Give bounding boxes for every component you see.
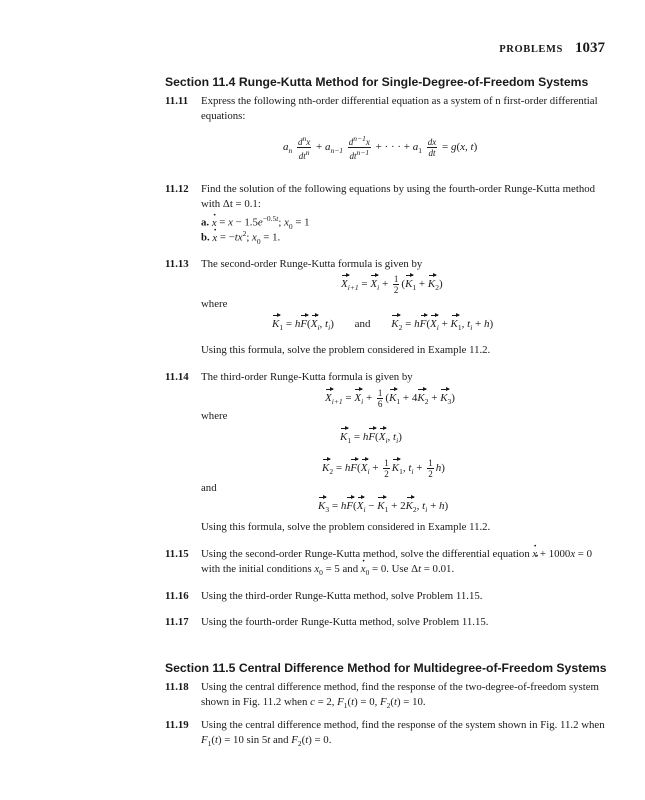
- equation-k1-k2: $K_1 = hF(X_i$, $t_i$) and $K_2 = hF(X_i + K_1$, $t_i + h$): [272, 318, 494, 333]
- where-label: where: [201, 410, 228, 422]
- problem-text: The second-order Runge-Kutta formula is given by: [201, 258, 423, 270]
- problem-number: 11.15: [165, 548, 189, 560]
- problem-number: 11.13: [165, 258, 189, 270]
- part-label: a.: [201, 216, 210, 229]
- problem-number: 11.11: [165, 95, 189, 107]
- running-head: [499, 40, 605, 57]
- problem-text: Using the third-order Runge-Kutta method, solve Problem 11.15.: [201, 590, 483, 602]
- problem-11-18: [165, 680, 605, 713]
- problem-text-part-1: Using the second-order Runge-Kutta method, solve the differential equation: [201, 548, 530, 560]
- equation-rk2: $X_{i+1} = X_i$ + $\frac{1}{2}$ $(K_1 + K_2)$: [341, 274, 443, 295]
- equation-k3: $K_3 = hF(X_i - K_1 + 2K_2$, $t_i + h$): [318, 500, 449, 515]
- problem-number: 11.19: [165, 719, 189, 731]
- problem-number: 11.16: [165, 590, 189, 602]
- using-text: Using this formula, solve the problem considered in Example 11.2.: [201, 344, 491, 356]
- problem-11-19: [165, 718, 605, 751]
- where-label: where: [201, 298, 228, 310]
- section-title: Section 11.4 Runge-Kutta Method for Single-Degree-of-Freedom Systems: [165, 75, 589, 89]
- problem-text: Express the following nth-order differential equation as a system of n first-order differential equations:: [201, 95, 598, 122]
- problem-number: 11.18: [165, 681, 189, 693]
- problem-11-16: [165, 589, 605, 604]
- problem-text: Using the central difference method, find the response of the two-degree-of-freedom system shown in Fig. 11.2 when c = 2, $F_1(t) = 0$, $F_2(t) = 10$.: [201, 681, 599, 711]
- problem-11-13: [165, 257, 605, 272]
- problem-number: 11.17: [165, 616, 189, 628]
- running-head-label: PROBLEMS: [499, 44, 563, 55]
- problem-11-12: [165, 182, 605, 212]
- problem-text-part: Using the central difference method, find the response of the two-degree-of-freedom system shown in Fig. 11.2 when: [201, 681, 599, 708]
- equation-k2: $K_2 = hF(X_i$ + $\frac{1}{2}$ $K_1$, $t_i$ + $\frac{1}{2}$ h): [322, 458, 445, 479]
- part-label: b.: [201, 231, 210, 244]
- equation-rk3: $X_{i+1} = X_i$ + $\frac{1}{6}$ $(K_1 + 4K_2 + K_3)$: [325, 388, 455, 409]
- problem-number: 11.14: [165, 371, 189, 383]
- problem-text: The third-order Runge-Kutta formula is given by: [201, 371, 413, 383]
- part-b: b. x · = $-tx^2$; $x_0 = 1$.: [201, 229, 280, 246]
- problem-text: Using the fourth-order Runge-Kutta method, solve Problem 11.15.: [201, 616, 489, 628]
- using-text: Using this formula, solve the problem considered in Example 11.2.: [201, 521, 491, 533]
- problem-text-part: Using the central difference method, find the response of the system shown in Fig. 11.2 when: [201, 719, 605, 731]
- equation-k1: $K_1 = hF(X_i$, $t_i$): [340, 431, 402, 446]
- problem-text-part-2: with the initial conditions: [201, 563, 312, 575]
- problem-11-14: [165, 370, 605, 385]
- problem-number: 11.12: [165, 183, 189, 195]
- and-label: and: [201, 482, 217, 494]
- problem-11-11: [165, 94, 605, 124]
- problem-11-17: [165, 615, 605, 630]
- problem-text: Using the central difference method, find the response of the system shown in Fig. 11.2 when $F_1(t) = 10$ sin 5t and $F_2(t) = 0$.: [201, 719, 605, 749]
- equation-nth-order: $a_n$ $\frac{d^nx}{dt^n}$ + $a_{n-1}$ $\frac{d^{n-1}x}{dt^{n-1}}$ + · · · + $a_1$ $\frac{dx}{dt}$ = g(x, t): [283, 134, 478, 161]
- problem-text: Find the solution of the following equations by using the fourth-order Runge-Kutta method with Δt = 0.1:: [201, 183, 596, 210]
- and-label: and: [354, 318, 371, 330]
- problem-text: Using the second-order Runge-Kutta method, solve the differential equation x · + 1000x = 0 with the initial conditions $x_0 = 5$ and $x \cdot_0 = 0$. Use Δt = 0.01.: [201, 547, 605, 580]
- section-title: Section 11.5 Central Difference Method for Multidegree-of-Freedom Systems: [165, 661, 607, 675]
- page-number: 1037: [575, 40, 605, 56]
- part-a: a. x · = $x - 1.5e^{-0.5t}$; $x_0 = 1$: [201, 214, 310, 231]
- problem-11-15: [165, 547, 605, 580]
